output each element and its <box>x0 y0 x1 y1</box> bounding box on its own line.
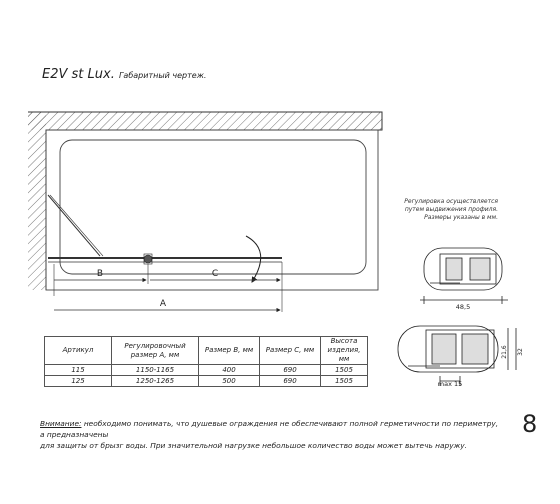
warning-note <box>40 418 500 451</box>
drawing-subtitle: Габаритный чертеж. <box>118 71 207 80</box>
profile-h2-label: 32 <box>517 348 524 356</box>
regulation-line-3: Размеры указаны в мм. <box>424 214 498 221</box>
regulation-line-2: путем выдвижения профиля. <box>404 206 498 213</box>
header-article: Артикул <box>45 337 112 365</box>
dimension-lines <box>54 262 282 312</box>
wall-hatch <box>28 112 382 290</box>
page-number: 8 <box>522 410 538 438</box>
profile-max-label: max 15 <box>437 380 463 388</box>
cell-adjust: 1150-1165 <box>112 365 199 376</box>
profile-width-label: 48,5 <box>455 303 471 311</box>
dim-label-a: A <box>159 299 167 309</box>
profile-detail-bottom <box>398 326 516 386</box>
regulation-note <box>380 198 498 222</box>
note-line-2: для защиты от брызг воды. При значительной нагрузке небольшое количество воды может вытечь наружу. <box>40 441 467 450</box>
note-lead: Внимание: <box>40 419 82 428</box>
note-line-1: необходимо понимать, что душевые ограждения не обеспечивают полной герметичности по периметру, а предназначены <box>40 419 499 439</box>
cell-size-c: 690 <box>260 376 321 387</box>
dim-label-c: C <box>211 269 219 279</box>
cell-size-b: 500 <box>199 376 260 387</box>
header-size-b: Размер В, мм <box>199 337 260 365</box>
spec-table-header <box>45 337 368 365</box>
cell-article: 125 <box>45 376 112 387</box>
tray-outline <box>46 130 378 290</box>
header-adjust: Регулировочный размер А, мм <box>112 337 199 365</box>
header-size-c: Размер С, мм <box>260 337 321 365</box>
cell-adjust: 1250-1265 <box>112 376 199 387</box>
profile-h1-label: 21,6 <box>501 345 508 359</box>
glass-panel <box>48 195 282 264</box>
model-name: E2V st Lux. <box>42 67 115 82</box>
cell-size-b: 400 <box>199 365 260 376</box>
profile-detail-top <box>420 248 508 304</box>
header-height: Высота изделия, мм <box>321 337 368 365</box>
regulation-line-1: Регулировка осуществляется <box>404 198 498 205</box>
cell-size-c: 690 <box>260 365 321 376</box>
tray-inner <box>60 140 366 274</box>
cell-height: 1505 <box>321 365 368 376</box>
spec-table <box>44 336 368 387</box>
cell-height: 1505 <box>321 376 368 387</box>
table-row <box>45 365 368 376</box>
dim-label-b: B <box>96 269 104 279</box>
cell-article: 115 <box>45 365 112 376</box>
table-row <box>45 376 368 387</box>
